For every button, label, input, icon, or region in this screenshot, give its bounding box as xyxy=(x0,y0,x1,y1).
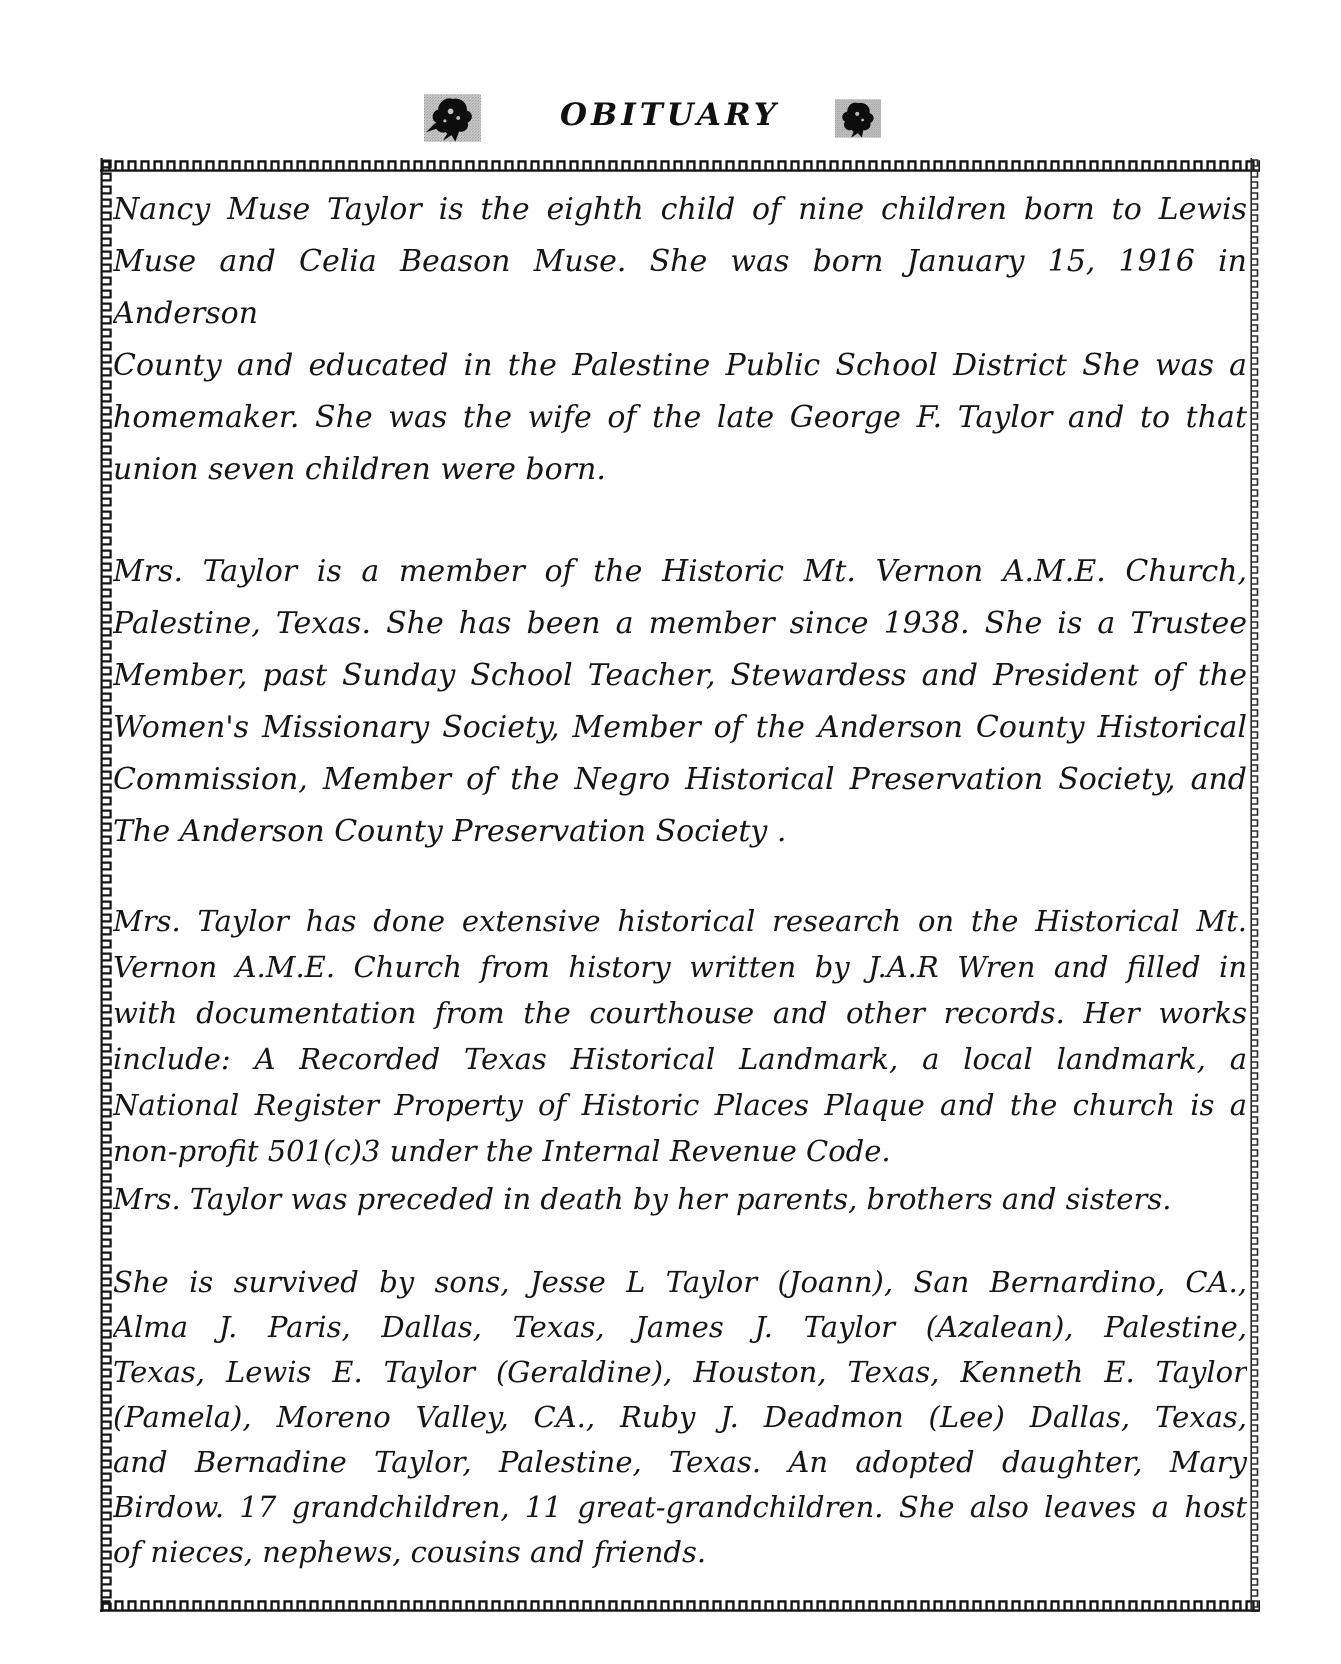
text-line: National Register Property of Historic Places Plaque and the church is a xyxy=(113,1088,1247,1122)
obituary-text xyxy=(113,172,1247,1598)
text-line: (Pamela), Moreno Valley, CA., Ruby J. Deadmon (Lee) Dallas, Texas, xyxy=(113,1400,1247,1434)
text-line: with documentation from the courthouse and other records. Her works xyxy=(113,996,1247,1030)
paragraph xyxy=(113,1176,1247,1222)
text-line: and Bernadine Taylor, Palestine, Texas. An adopted daughter, Mary xyxy=(113,1445,1247,1479)
rose-stamp-icon xyxy=(424,94,481,146)
text-line: Member, past Sunday School Teacher, Stewardess and President of the xyxy=(113,658,1247,693)
text-line: Mrs. Taylor has done extensive historical research on the Historical Mt. xyxy=(113,904,1247,938)
paragraph xyxy=(113,184,1247,496)
text-line: union seven children were born. xyxy=(113,452,606,487)
text-line: Nancy Muse Taylor is the eighth child of nine children born to Lewis xyxy=(113,192,1247,227)
border-bottom-ornament xyxy=(100,1598,1260,1612)
text-line: Women's Missionary Society, Member of the Anderson County Historical xyxy=(113,710,1247,745)
paragraph xyxy=(113,1260,1247,1575)
paragraph xyxy=(113,546,1247,858)
decorative-border-frame xyxy=(100,158,1260,1612)
text-line: Birdow. 17 grandchildren, 11 great-grandchildren. She also leaves a host xyxy=(113,1490,1247,1524)
text-line: Texas, Lewis E. Taylor (Geraldine), Houston, Texas, Kenneth E. Taylor xyxy=(113,1355,1247,1389)
text-line: County and educated in the Palestine Public School District She was a xyxy=(113,348,1247,383)
text-line: of nieces, nephews, cousins and friends. xyxy=(113,1535,707,1569)
border-right-ornament xyxy=(1250,158,1260,1612)
border-left-ornament xyxy=(100,158,114,1612)
border-top-ornament xyxy=(100,158,1260,172)
text-line: Commission, Member of the Negro Historical Preservation Society, and xyxy=(113,762,1247,797)
text-line: non-profit 501(c)3 under the Internal Revenue Code. xyxy=(113,1134,891,1168)
rose-stamp-icon xyxy=(835,96,881,145)
text-line: Muse and Celia Beason Muse. She was born January 15, 1916 in Anderson xyxy=(113,244,1247,331)
paragraph xyxy=(113,898,1247,1174)
text-line: Mrs. Taylor was preceded in death by her parents, brothers and sisters. xyxy=(113,1182,1172,1216)
text-line: Mrs. Taylor is a member of the Historic Mt. Vernon A.M.E. Church, xyxy=(113,554,1247,589)
text-line: homemaker. She was the wife of the late George F. Taylor and to that xyxy=(113,400,1247,435)
page-title: OBITUARY xyxy=(560,97,780,133)
text-line: The Anderson County Preservation Society . xyxy=(113,814,787,849)
text-line: Vernon A.M.E. Church from history written by J.A.R Wren and filled in xyxy=(113,950,1247,984)
header xyxy=(0,0,1341,158)
text-line: Palestine, Texas. She has been a member since 1938. She is a Trustee xyxy=(113,606,1247,641)
text-line: include: A Recorded Texas Historical Landmark, a local landmark, a xyxy=(113,1042,1247,1076)
text-line: She is survived by sons, Jesse L Taylor (Joann), San Bernardino, CA., xyxy=(113,1265,1247,1299)
text-line: Alma J. Paris, Dallas, Texas, James J. Taylor (Azalean), Palestine, xyxy=(113,1310,1247,1344)
